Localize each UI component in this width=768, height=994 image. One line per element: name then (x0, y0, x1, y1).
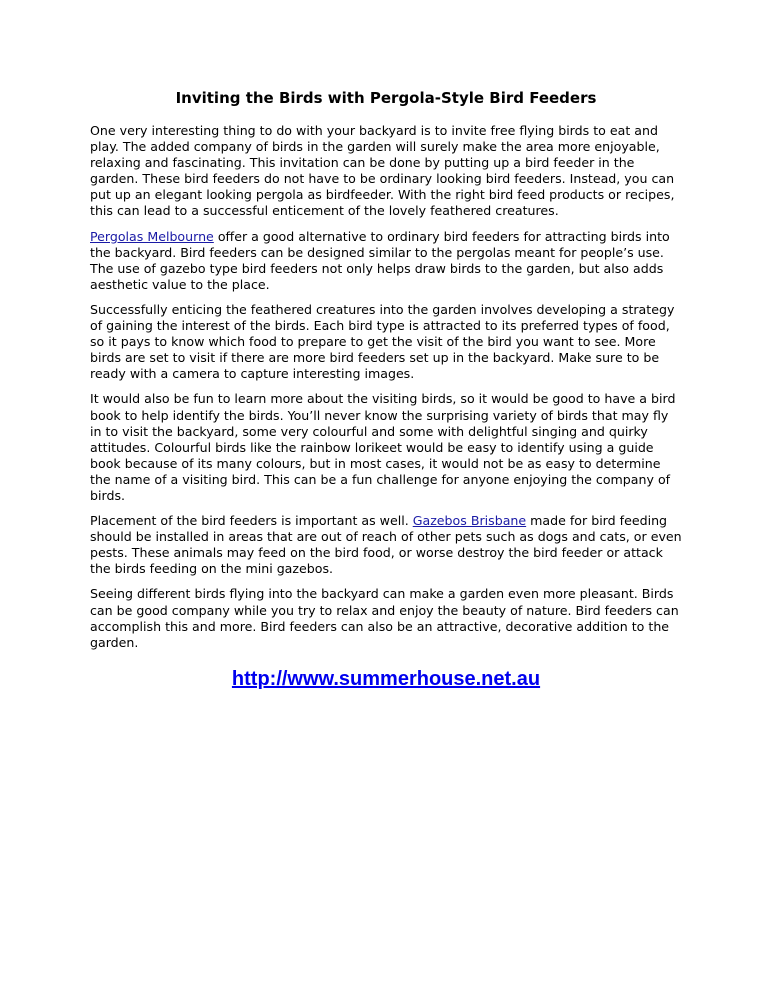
paragraph-5 (90, 513, 682, 577)
paragraph-5-text-after: made for bird feeding should be installed in areas that are out of reach of other pets such as dogs and cats, or even pests. These animals may feed on the bird food, or worse destroy the bird feeder or attack the birds feeding on the mini gazebos. (90, 513, 682, 577)
paragraph-6 (90, 586, 682, 650)
pergolas-melbourne-link[interactable]: Pergolas Melbourne (90, 228, 214, 244)
paragraph-6-text: Seeing different birds flying into the backyard can make a garden even more pleasant. Birds can be good company while you try to relax and enjoy the beauty of nature. Bird feeders can accomplish this and more. Bird feeders can also be an attractive, decorative addition to the garden. (90, 586, 679, 650)
paragraph-4 (90, 391, 682, 504)
paragraph-5-text-before: Placement of the bird feeders is important as well. (90, 513, 413, 529)
paragraph-4-text: It would also be fun to learn more about the visiting birds, so it would be good to have a bird book to help identify the birds. You’ll never know the surprising variety of birds that may fly in to visit the backyard, some very colourful and some with delightful singing and quirky attitudes. Colourful birds like the rainbow lorikeet would be easy to identify using a guide book because of its many colours, but in most cases, it would not be as easy to determine the name of a visiting bird. This can be a fun challenge for anyone enjoying the company of birds. (90, 391, 676, 503)
paragraph-1 (90, 123, 682, 220)
gazebos-brisbane-link[interactable]: Gazebos Brisbane (412, 513, 527, 529)
paragraph-3 (90, 302, 682, 382)
document-title: Inviting the Birds with Pergola-Style Bird Feeders (175, 89, 597, 107)
paragraph-2-text: offer a good alternative to ordinary bird feeders for attracting birds into the backyard. Bird feeders can be designed similar to the pergolas meant for people’s use. The use of gazebo type bird feeders not only helps draw birds to the garden, but also adds aesthetic value to the place. (90, 228, 670, 292)
paragraph-1-text: One very interesting thing to do with your backyard is to invite free flying birds to eat and play. The added company of birds in the garden will surely make the area more enjoyable, relaxing and fascinating. This invitation can be done by putting up a bird feeder in the garden. These bird feeders do not have to be ordinary looking bird feeders. Instead, you can put up an elegant looking pergola as birdfeeder. With the right bird feed products or recipes, this can lead to a successful enticement of the lovely feathered creatures. (90, 123, 675, 219)
paragraph-2 (90, 229, 682, 293)
footer-url-container (90, 666, 682, 692)
summerhouse-url-link[interactable]: http://www.summerhouse.net.au (231, 667, 541, 690)
document-page (90, 88, 682, 692)
paragraph-3-text: Successfully enticing the feathered creatures into the garden involves developing a strategy of gaining the interest of the birds. Each bird type is attracted to its preferred types of food, so it pays to know which food to prepare to get the visit of the bird you want to see. More birds are set to visit if there are more bird feeders set up in the backyard. Make sure to be ready with a camera to capture interesting images. (90, 301, 675, 382)
